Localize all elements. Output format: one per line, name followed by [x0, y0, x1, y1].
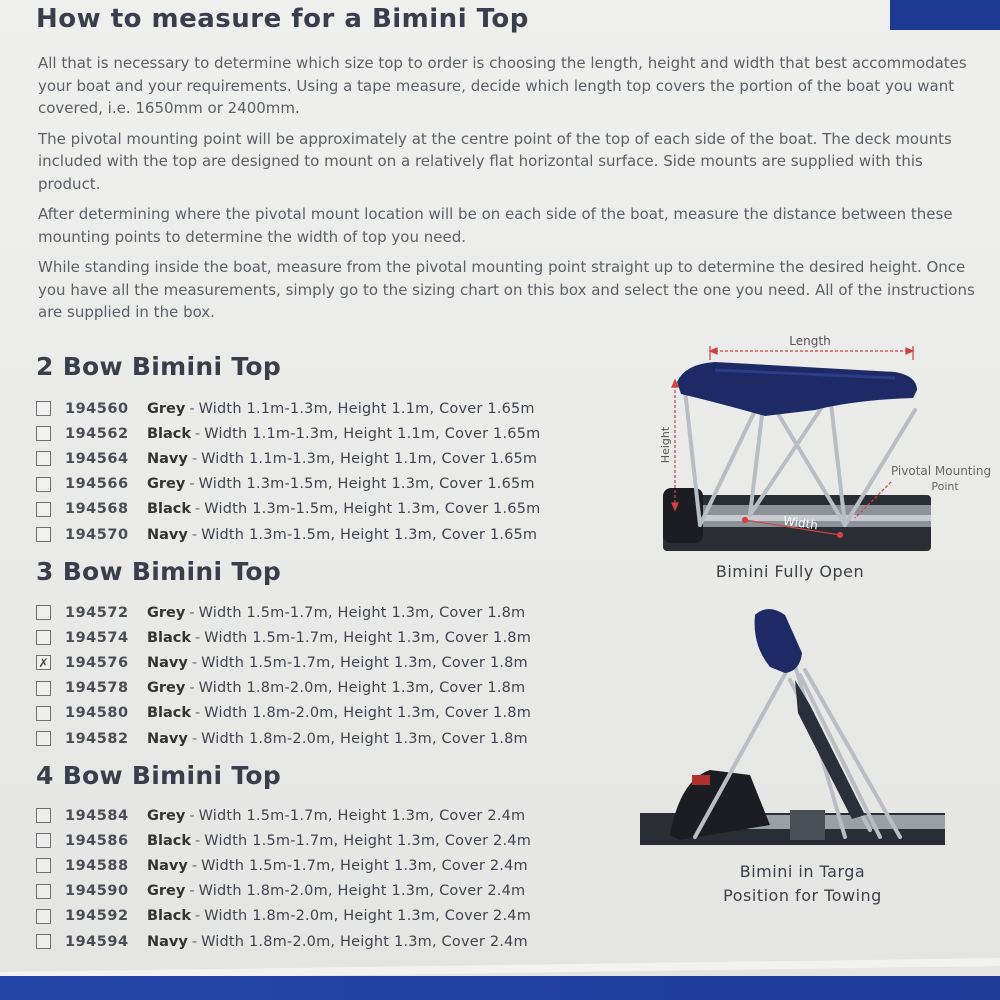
product-code: 194588 — [65, 857, 129, 874]
separator: - — [191, 654, 198, 671]
product-code: 194568 — [65, 501, 129, 518]
intro-paragraph: After determining where the pivotal mount location will be on each side of the boat, measure the distance between these mounting points to determine the width of top you need. — [38, 205, 953, 246]
product-color: Navy — [147, 450, 188, 467]
label-length: Length — [789, 334, 831, 348]
product-checkbox[interactable] — [36, 605, 51, 620]
product-spec: Width 1.8m-2.0m, Height 1.3m, Cover 2.4m — [204, 908, 532, 925]
product-spec: Width 1.5m-1.7m, Height 1.3m, Cover 1.8m — [204, 629, 532, 646]
product-row — [36, 676, 531, 701]
product-code: 194592 — [65, 908, 129, 925]
product-checkbox[interactable] — [36, 477, 51, 492]
separator: - — [195, 501, 201, 518]
product-row — [36, 421, 540, 446]
product-color: Grey — [147, 807, 186, 824]
product-checkbox[interactable] — [36, 909, 51, 924]
product-checkbox[interactable] — [36, 706, 51, 721]
product-checkbox[interactable]: ✗ — [36, 655, 51, 670]
product-code: 194574 — [65, 629, 129, 646]
label-height: Height — [659, 426, 672, 464]
bottom-decor-band — [0, 976, 1000, 1000]
product-row — [36, 600, 531, 625]
product-color: Grey — [147, 883, 186, 900]
product-code: 194576 — [65, 654, 129, 671]
list-3-bow — [36, 600, 531, 751]
product-checkbox[interactable] — [36, 884, 51, 899]
product-checkbox[interactable] — [36, 934, 51, 949]
product-color: Black — [147, 832, 192, 849]
section-title-3-bow: 3 Bow Bimini Top — [36, 557, 282, 586]
product-spec: Width 1.8m-2.0m, Height 1.3m, Cover 1.8m — [204, 705, 532, 722]
product-code: 194582 — [65, 730, 129, 747]
product-spec: Width 1.8m-2.0m, Height 1.3m, Cover 2.4m — [201, 933, 528, 950]
product-row — [36, 472, 540, 497]
separator: - — [195, 629, 201, 646]
separator: - — [191, 933, 198, 950]
product-spec: Width 1.8m-2.0m, Height 1.3m, Cover 1.8m — [198, 680, 526, 697]
product-row — [36, 904, 531, 929]
product-color: Navy — [147, 857, 188, 874]
product-checkbox[interactable] — [36, 401, 51, 416]
product-code: 194560 — [65, 400, 129, 417]
label-pivot-line-2: Point — [931, 480, 959, 493]
caption-targa — [690, 860, 915, 908]
product-spec: Width 1.1m-1.3m, Height 1.1m, Cover 1.65m — [204, 425, 541, 442]
product-checkbox[interactable] — [36, 630, 51, 645]
separator: - — [191, 526, 198, 543]
product-spec: Width 1.5m-1.7m, Height 1.3m, Cover 1.8m — [198, 604, 526, 621]
separator: - — [195, 425, 201, 442]
intro-paragraph: All that is necessary to determine which size top to order is choosing the length, height and width that best accommodates your boat and your requirements. Using a tape measure, decide which length top covers the portion of the boat you want covered, i.e. 1650mm or 2400mm. — [38, 54, 967, 117]
page-title: How to measure for a Bimini Top — [36, 4, 529, 34]
separator: - — [189, 476, 195, 493]
list-4-bow — [36, 803, 531, 954]
product-row — [36, 803, 531, 828]
product-row — [36, 396, 540, 421]
product-checkbox[interactable] — [36, 527, 51, 542]
product-color: Grey — [147, 400, 186, 417]
product-spec: Width 1.8m-2.0m, Height 1.3m, Cover 1.8m — [201, 730, 528, 747]
product-color: Black — [147, 501, 192, 518]
product-code: 194578 — [65, 680, 129, 697]
section-title-2-bow: 2 Bow Bimini Top — [36, 352, 282, 381]
product-row — [36, 625, 531, 650]
product-checkbox[interactable] — [36, 426, 51, 441]
product-spec: Width 1.1m-1.3m, Height 1.1m, Cover 1.65m — [201, 450, 538, 467]
product-row — [36, 853, 531, 878]
product-code: 194572 — [65, 604, 129, 621]
product-checkbox[interactable] — [36, 502, 51, 517]
product-code: 194562 — [65, 425, 129, 442]
product-row — [36, 650, 531, 675]
separator: - — [191, 450, 198, 467]
separator: - — [195, 908, 201, 925]
intro-text — [38, 52, 978, 332]
product-checkbox[interactable] — [36, 808, 51, 823]
product-row — [36, 929, 531, 954]
product-spec: Width 1.3m-1.5m, Height 1.3m, Cover 1.65m — [201, 526, 538, 543]
product-row — [36, 879, 531, 904]
caption-fully-open: Bimini Fully Open — [715, 562, 865, 581]
separator: - — [195, 705, 201, 722]
separator: - — [189, 604, 195, 621]
product-code: 194590 — [65, 883, 129, 900]
label-width: Width — [782, 513, 819, 533]
product-spec: Width 1.5m-1.7m, Height 1.3m, Cover 2.4m — [204, 832, 532, 849]
caption-targa-line-2: Position for Towing — [723, 886, 882, 905]
product-color: Navy — [147, 730, 188, 747]
product-code: 194584 — [65, 807, 129, 824]
separator: - — [189, 883, 195, 900]
section-title-4-bow: 4 Bow Bimini Top — [36, 761, 282, 790]
product-row — [36, 446, 540, 471]
intro-paragraph: The pivotal mounting point will be approximately at the centre point of the top of each side of the boat. The deck mounts included with the top are designed to mount on a relatively flat horizontal surface. Side mounts are supplied with this product. — [38, 129, 952, 193]
intro-paragraph: While standing inside the boat, measure from the pivotal mounting point straight up to determine the desired height. Once you have all the measurements, simply go to the sizing chart on this box and select the one you need. All of the instructions are supplied in the box. — [38, 258, 975, 321]
product-spec: Width 1.5m-1.7m, Height 1.3m, Cover 1.8m — [201, 654, 528, 671]
product-code: 194580 — [65, 705, 129, 722]
caption-targa-line-1: Bimini in Targa — [739, 862, 866, 881]
product-row — [36, 828, 531, 853]
bimini-open-diagram — [655, 330, 995, 555]
product-color: Grey — [147, 604, 186, 621]
product-code: 194594 — [65, 933, 129, 950]
product-row — [36, 726, 531, 751]
bimini-targa-diagram — [640, 605, 950, 850]
product-row — [36, 522, 540, 547]
list-2-bow — [36, 396, 540, 547]
product-color: Black — [147, 629, 192, 646]
product-spec: Width 1.3m-1.5m, Height 1.3m, Cover 1.65m — [204, 501, 541, 518]
product-checkbox[interactable] — [36, 731, 51, 746]
product-code: 194570 — [65, 526, 129, 543]
separator: - — [189, 807, 195, 824]
label-pivot-line-1: Pivotal Mounting — [890, 464, 992, 478]
product-spec: Width 1.1m-1.3m, Height 1.1m, Cover 1.65m — [198, 400, 535, 417]
product-color: Navy — [147, 526, 188, 543]
product-spec: Width 1.5m-1.7m, Height 1.3m, Cover 2.4m — [201, 857, 528, 874]
product-code: 194566 — [65, 476, 129, 493]
product-code: 194586 — [65, 832, 129, 849]
product-color: Black — [147, 705, 192, 722]
product-color: Black — [147, 908, 192, 925]
separator: - — [191, 857, 198, 874]
product-row — [36, 497, 540, 522]
product-checkbox[interactable] — [36, 858, 51, 873]
separator: - — [189, 680, 195, 697]
product-row — [36, 701, 531, 726]
product-color: Navy — [147, 933, 188, 950]
product-checkbox[interactable] — [36, 451, 51, 466]
product-spec: Width 1.3m-1.5m, Height 1.3m, Cover 1.65m — [198, 476, 535, 493]
product-checkbox[interactable] — [36, 681, 51, 696]
separator: - — [195, 832, 201, 849]
product-spec: Width 1.5m-1.7m, Height 1.3m, Cover 2.4m — [198, 807, 526, 824]
product-color: Grey — [147, 680, 186, 697]
product-code: 194564 — [65, 450, 129, 467]
product-color: Navy — [147, 654, 188, 671]
corner-decor-band — [890, 0, 1000, 30]
product-spec: Width 1.8m-2.0m, Height 1.3m, Cover 2.4m — [198, 883, 526, 900]
product-color: Black — [147, 425, 192, 442]
separator: - — [189, 400, 195, 417]
product-color: Grey — [147, 476, 186, 493]
product-checkbox[interactable] — [36, 833, 51, 848]
separator: - — [191, 730, 198, 747]
